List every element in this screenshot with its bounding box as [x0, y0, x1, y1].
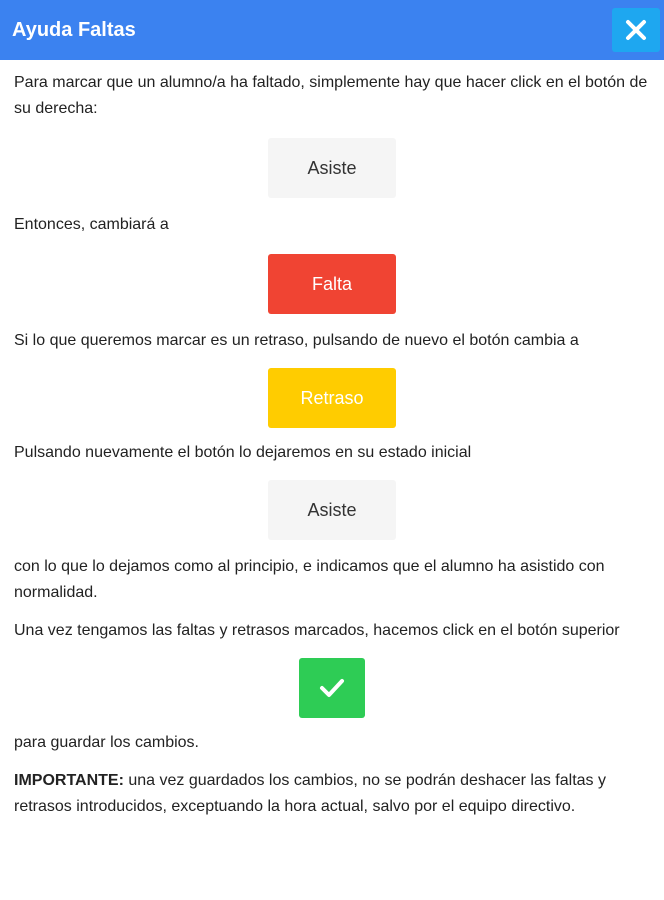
example-row-falta	[14, 254, 650, 314]
important-note	[14, 768, 650, 820]
instruction-text-7: para guardar los cambios.	[14, 734, 199, 751]
example-save-button	[299, 658, 365, 718]
example-asiste-button: Asiste	[268, 138, 396, 198]
dialog-header	[0, 0, 664, 60]
example-retraso-button: Retraso	[268, 368, 396, 428]
example-row-retraso	[14, 368, 650, 428]
example-row-asiste-1	[14, 138, 650, 198]
dialog-title: Ayuda Faltas	[12, 18, 136, 41]
instruction-text-1: Para marcar que un alumno/a ha faltado, simplemente hay que hacer click en el botón de su derecha:	[14, 74, 648, 117]
close-icon	[625, 19, 647, 41]
help-content	[0, 70, 664, 820]
example-falta-button: Falta	[268, 254, 396, 314]
instruction-text-4: Pulsando nuevamente el botón lo dejaremos en su estado inicial	[14, 444, 472, 461]
instruction-text-2: Entonces, cambiará a	[14, 216, 169, 233]
instruction-text-3: Si lo que queremos marcar es un retraso, pulsando de nuevo el botón cambia a	[14, 332, 579, 349]
instruction-text-6: Una vez tengamos las faltas y retrasos marcados, hacemos click en el botón superior	[14, 622, 620, 639]
example-row-save	[14, 658, 650, 718]
example-row-asiste-2	[14, 480, 650, 540]
important-text: una vez guardados los cambios, no se podrán deshacer las faltas y retrasos introducidos, exceptuando la hora actual, salvo por el equipo directivo.	[14, 772, 606, 815]
instruction-text-5: con lo que lo dejamos como al principio, e indicamos que el alumno ha asistido con normalidad.	[14, 558, 605, 601]
close-button[interactable]	[612, 8, 660, 52]
important-label: IMPORTANTE:	[14, 772, 124, 789]
example-asiste-button-2: Asiste	[268, 480, 396, 540]
checkmark-icon	[319, 677, 345, 699]
